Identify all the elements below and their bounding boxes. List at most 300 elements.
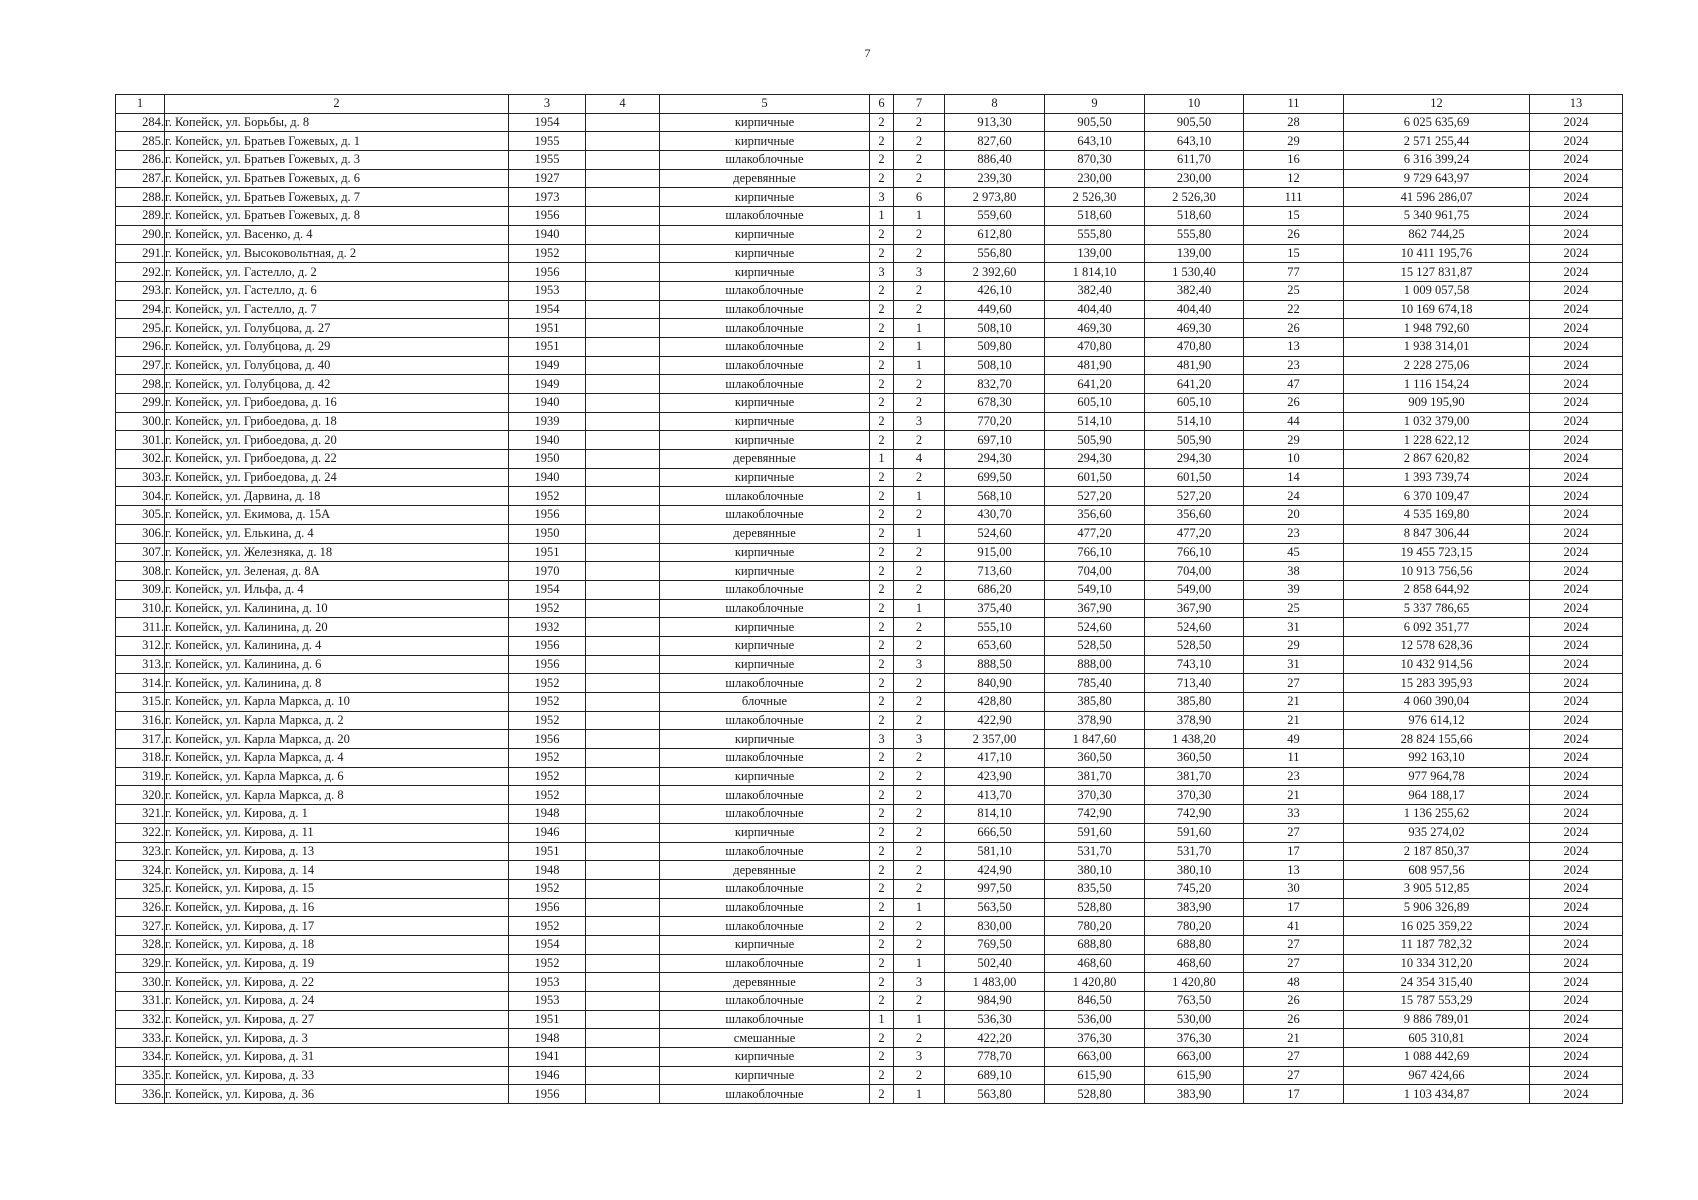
address: г. Копейск, ул. Грибоедова, д. 24 bbox=[165, 468, 509, 487]
living-area: 766,10 bbox=[1045, 543, 1145, 562]
residential-area: 531,70 bbox=[1145, 842, 1244, 861]
wall-material: шлакоблочные bbox=[660, 580, 870, 599]
year-built: 1952 bbox=[509, 674, 586, 693]
repair-cost: 1 938 314,01 bbox=[1344, 337, 1530, 356]
address: г. Копейск, ул. Карла Маркса, д. 4 bbox=[165, 749, 509, 768]
entrances-count: 2 bbox=[894, 113, 945, 132]
residents-count: 30 bbox=[1244, 879, 1344, 898]
address: г. Копейск, ул. Грибоедова, д. 20 bbox=[165, 431, 509, 450]
year-built: 1952 bbox=[509, 879, 586, 898]
row-number: 317. bbox=[116, 730, 165, 749]
floors-count: 2 bbox=[870, 356, 894, 375]
planned-year: 2024 bbox=[1530, 842, 1623, 861]
residential-area: 518,60 bbox=[1145, 207, 1244, 226]
residents-count: 23 bbox=[1244, 524, 1344, 543]
year-built: 1956 bbox=[509, 506, 586, 525]
table-row bbox=[116, 1066, 1623, 1085]
row-number: 301. bbox=[116, 431, 165, 450]
repair-cost: 862 744,25 bbox=[1344, 225, 1530, 244]
residential-area: 470,80 bbox=[1145, 337, 1244, 356]
column-4-value bbox=[586, 394, 660, 413]
year-built: 1940 bbox=[509, 225, 586, 244]
planned-year: 2024 bbox=[1530, 992, 1623, 1011]
living-area: 835,50 bbox=[1045, 879, 1145, 898]
table-row bbox=[116, 973, 1623, 992]
year-built: 1953 bbox=[509, 973, 586, 992]
floors-count: 2 bbox=[870, 767, 894, 786]
living-area: 404,40 bbox=[1045, 300, 1145, 319]
table-row bbox=[116, 655, 1623, 674]
table-row bbox=[116, 992, 1623, 1011]
residential-area: 555,80 bbox=[1145, 225, 1244, 244]
address: г. Копейск, ул. Кирова, д. 15 bbox=[165, 879, 509, 898]
residents-count: 26 bbox=[1244, 394, 1344, 413]
repair-cost: 24 354 315,40 bbox=[1344, 973, 1530, 992]
wall-material: кирпичные bbox=[660, 244, 870, 263]
total-area: 413,70 bbox=[945, 786, 1045, 805]
column-4-value bbox=[586, 169, 660, 188]
residential-area: 780,20 bbox=[1145, 917, 1244, 936]
repair-cost: 9 729 643,97 bbox=[1344, 169, 1530, 188]
row-number: 321. bbox=[116, 805, 165, 824]
table-row bbox=[116, 207, 1623, 226]
wall-material: кирпичные bbox=[660, 113, 870, 132]
table-row bbox=[116, 225, 1623, 244]
table-row bbox=[116, 487, 1623, 506]
column-header: 7 bbox=[894, 95, 945, 114]
planned-year: 2024 bbox=[1530, 786, 1623, 805]
column-4-value bbox=[586, 113, 660, 132]
total-area: 678,30 bbox=[945, 394, 1045, 413]
table-row bbox=[116, 935, 1623, 954]
year-built: 1956 bbox=[509, 898, 586, 917]
column-header: 13 bbox=[1530, 95, 1623, 114]
wall-material: кирпичные bbox=[660, 263, 870, 282]
address: г. Копейск, ул. Голубцова, д. 27 bbox=[165, 319, 509, 338]
residential-area: 742,90 bbox=[1145, 805, 1244, 824]
total-area: 239,30 bbox=[945, 169, 1045, 188]
entrances-count: 2 bbox=[894, 693, 945, 712]
address: г. Копейск, ул. Гастелло, д. 6 bbox=[165, 281, 509, 300]
total-area: 2 973,80 bbox=[945, 188, 1045, 207]
year-built: 1954 bbox=[509, 113, 586, 132]
repair-cost: 10 169 674,18 bbox=[1344, 300, 1530, 319]
wall-material: кирпичные bbox=[660, 935, 870, 954]
residential-area: 530,00 bbox=[1145, 1010, 1244, 1029]
column-4-value bbox=[586, 917, 660, 936]
living-area: 785,40 bbox=[1045, 674, 1145, 693]
residents-count: 26 bbox=[1244, 225, 1344, 244]
residential-area: 360,50 bbox=[1145, 749, 1244, 768]
address: г. Копейск, ул. Елькина, д. 4 bbox=[165, 524, 509, 543]
floors-count: 2 bbox=[870, 599, 894, 618]
residents-count: 26 bbox=[1244, 319, 1344, 338]
entrances-count: 2 bbox=[894, 151, 945, 170]
row-number: 318. bbox=[116, 749, 165, 768]
column-4-value bbox=[586, 954, 660, 973]
table-row bbox=[116, 169, 1623, 188]
floors-count: 2 bbox=[870, 244, 894, 263]
entrances-count: 2 bbox=[894, 879, 945, 898]
row-number: 298. bbox=[116, 375, 165, 394]
wall-material: шлакоблочные bbox=[660, 674, 870, 693]
living-area: 528,50 bbox=[1045, 636, 1145, 655]
column-4-value bbox=[586, 132, 660, 151]
repair-cost: 6 316 399,24 bbox=[1344, 151, 1530, 170]
repair-cost: 9 886 789,01 bbox=[1344, 1010, 1530, 1029]
row-number: 308. bbox=[116, 562, 165, 581]
table-row bbox=[116, 599, 1623, 618]
residents-count: 11 bbox=[1244, 749, 1344, 768]
row-number: 302. bbox=[116, 450, 165, 469]
total-area: 417,10 bbox=[945, 749, 1045, 768]
entrances-count: 2 bbox=[894, 431, 945, 450]
living-area: 888,00 bbox=[1045, 655, 1145, 674]
residential-area: 468,60 bbox=[1145, 954, 1244, 973]
column-4-value bbox=[586, 468, 660, 487]
table-row bbox=[116, 562, 1623, 581]
residents-count: 29 bbox=[1244, 132, 1344, 151]
address: г. Копейск, ул. Кирова, д. 17 bbox=[165, 917, 509, 936]
table-row bbox=[116, 786, 1623, 805]
residential-area: 404,40 bbox=[1145, 300, 1244, 319]
planned-year: 2024 bbox=[1530, 431, 1623, 450]
planned-year: 2024 bbox=[1530, 805, 1623, 824]
living-area: 643,10 bbox=[1045, 132, 1145, 151]
address: г. Копейск, ул. Карла Маркса, д. 20 bbox=[165, 730, 509, 749]
residents-count: 27 bbox=[1244, 1048, 1344, 1067]
residential-area: 663,00 bbox=[1145, 1048, 1244, 1067]
column-4-value bbox=[586, 225, 660, 244]
row-number: 303. bbox=[116, 468, 165, 487]
table-row bbox=[116, 674, 1623, 693]
total-area: 555,10 bbox=[945, 618, 1045, 637]
row-number: 297. bbox=[116, 356, 165, 375]
floors-count: 2 bbox=[870, 973, 894, 992]
row-number: 323. bbox=[116, 842, 165, 861]
column-header: 1 bbox=[116, 95, 165, 114]
entrances-count: 2 bbox=[894, 992, 945, 1011]
wall-material: кирпичные bbox=[660, 543, 870, 562]
registry-table bbox=[115, 94, 1623, 1104]
wall-material: кирпичные bbox=[660, 1066, 870, 1085]
wall-material: кирпичные bbox=[660, 132, 870, 151]
address: г. Копейск, ул. Васенко, д. 4 bbox=[165, 225, 509, 244]
floors-count: 2 bbox=[870, 674, 894, 693]
repair-cost: 10 411 195,76 bbox=[1344, 244, 1530, 263]
total-area: 563,80 bbox=[945, 1085, 1045, 1104]
row-number: 310. bbox=[116, 599, 165, 618]
living-area: 514,10 bbox=[1045, 412, 1145, 431]
wall-material: деревянные bbox=[660, 169, 870, 188]
residents-count: 16 bbox=[1244, 151, 1344, 170]
living-area: 477,20 bbox=[1045, 524, 1145, 543]
wall-material: кирпичные bbox=[660, 618, 870, 637]
year-built: 1950 bbox=[509, 450, 586, 469]
entrances-count: 2 bbox=[894, 225, 945, 244]
living-area: 536,00 bbox=[1045, 1010, 1145, 1029]
planned-year: 2024 bbox=[1530, 1010, 1623, 1029]
living-area: 380,10 bbox=[1045, 861, 1145, 880]
repair-cost: 15 283 395,93 bbox=[1344, 674, 1530, 693]
row-number: 327. bbox=[116, 917, 165, 936]
residential-area: 524,60 bbox=[1145, 618, 1244, 637]
living-area: 382,40 bbox=[1045, 281, 1145, 300]
entrances-count: 2 bbox=[894, 169, 945, 188]
entrances-count: 1 bbox=[894, 487, 945, 506]
total-area: 830,00 bbox=[945, 917, 1045, 936]
residential-area: 381,70 bbox=[1145, 767, 1244, 786]
planned-year: 2024 bbox=[1530, 580, 1623, 599]
floors-count: 2 bbox=[870, 337, 894, 356]
floors-count: 2 bbox=[870, 917, 894, 936]
entrances-count: 1 bbox=[894, 898, 945, 917]
floors-count: 2 bbox=[870, 151, 894, 170]
total-area: 2 392,60 bbox=[945, 263, 1045, 282]
total-area: 915,00 bbox=[945, 543, 1045, 562]
entrances-count: 2 bbox=[894, 618, 945, 637]
address: г. Копейск, ул. Голубцова, д. 42 bbox=[165, 375, 509, 394]
row-number: 292. bbox=[116, 263, 165, 282]
residents-count: 48 bbox=[1244, 973, 1344, 992]
residential-area: 514,10 bbox=[1145, 412, 1244, 431]
total-area: 770,20 bbox=[945, 412, 1045, 431]
residential-area: 549,00 bbox=[1145, 580, 1244, 599]
column-header: 4 bbox=[586, 95, 660, 114]
column-4-value bbox=[586, 337, 660, 356]
entrances-count: 1 bbox=[894, 524, 945, 543]
living-area: 470,80 bbox=[1045, 337, 1145, 356]
table-row bbox=[116, 263, 1623, 282]
row-number: 290. bbox=[116, 225, 165, 244]
wall-material: шлакоблочные bbox=[660, 842, 870, 861]
total-area: 508,10 bbox=[945, 356, 1045, 375]
planned-year: 2024 bbox=[1530, 412, 1623, 431]
column-4-value bbox=[586, 655, 660, 674]
living-area: 230,00 bbox=[1045, 169, 1145, 188]
row-number: 295. bbox=[116, 319, 165, 338]
year-built: 1956 bbox=[509, 730, 586, 749]
address: г. Копейск, ул. Калинина, д. 8 bbox=[165, 674, 509, 693]
floors-count: 2 bbox=[870, 468, 894, 487]
total-area: 888,50 bbox=[945, 655, 1045, 674]
wall-material: кирпичные bbox=[660, 225, 870, 244]
total-area: 581,10 bbox=[945, 842, 1045, 861]
residents-count: 47 bbox=[1244, 375, 1344, 394]
wall-material: кирпичные bbox=[660, 767, 870, 786]
floors-count: 2 bbox=[870, 375, 894, 394]
planned-year: 2024 bbox=[1530, 655, 1623, 674]
column-header: 6 bbox=[870, 95, 894, 114]
residents-count: 17 bbox=[1244, 898, 1344, 917]
planned-year: 2024 bbox=[1530, 337, 1623, 356]
year-built: 1952 bbox=[509, 767, 586, 786]
repair-cost: 28 824 155,66 bbox=[1344, 730, 1530, 749]
residential-area: 704,00 bbox=[1145, 562, 1244, 581]
residents-count: 41 bbox=[1244, 917, 1344, 936]
repair-cost: 5 337 786,65 bbox=[1344, 599, 1530, 618]
table-row bbox=[116, 861, 1623, 880]
year-built: 1952 bbox=[509, 244, 586, 263]
table-row bbox=[116, 132, 1623, 151]
planned-year: 2024 bbox=[1530, 674, 1623, 693]
address: г. Копейск, ул. Карла Маркса, д. 8 bbox=[165, 786, 509, 805]
year-built: 1951 bbox=[509, 1010, 586, 1029]
column-4-value bbox=[586, 319, 660, 338]
total-area: 699,50 bbox=[945, 468, 1045, 487]
column-4-value bbox=[586, 1048, 660, 1067]
table-row bbox=[116, 244, 1623, 263]
planned-year: 2024 bbox=[1530, 879, 1623, 898]
entrances-count: 2 bbox=[894, 300, 945, 319]
column-4-value bbox=[586, 1066, 660, 1085]
total-area: 840,90 bbox=[945, 674, 1045, 693]
column-4-value bbox=[586, 618, 660, 637]
residents-count: 25 bbox=[1244, 599, 1344, 618]
total-area: 563,50 bbox=[945, 898, 1045, 917]
year-built: 1940 bbox=[509, 394, 586, 413]
table-row bbox=[116, 842, 1623, 861]
residential-area: 356,60 bbox=[1145, 506, 1244, 525]
entrances-count: 1 bbox=[894, 356, 945, 375]
total-area: 422,20 bbox=[945, 1029, 1045, 1048]
table-row bbox=[116, 431, 1623, 450]
entrances-count: 2 bbox=[894, 861, 945, 880]
floors-count: 2 bbox=[870, 786, 894, 805]
floors-count: 2 bbox=[870, 935, 894, 954]
column-4-value bbox=[586, 431, 660, 450]
residents-count: 45 bbox=[1244, 543, 1344, 562]
row-number: 289. bbox=[116, 207, 165, 226]
residential-area: 611,70 bbox=[1145, 151, 1244, 170]
planned-year: 2024 bbox=[1530, 599, 1623, 618]
row-number: 311. bbox=[116, 618, 165, 637]
planned-year: 2024 bbox=[1530, 506, 1623, 525]
address: г. Копейск, ул. Братьев Гожевых, д. 8 bbox=[165, 207, 509, 226]
residential-area: 528,50 bbox=[1145, 636, 1244, 655]
row-number: 320. bbox=[116, 786, 165, 805]
year-built: 1939 bbox=[509, 412, 586, 431]
floors-count: 2 bbox=[870, 431, 894, 450]
row-number: 285. bbox=[116, 132, 165, 151]
repair-cost: 2 858 644,92 bbox=[1344, 580, 1530, 599]
residents-count: 25 bbox=[1244, 281, 1344, 300]
total-area: 984,90 bbox=[945, 992, 1045, 1011]
address: г. Копейск, ул. Кирова, д. 36 bbox=[165, 1085, 509, 1104]
total-area: 686,20 bbox=[945, 580, 1045, 599]
residential-area: 641,20 bbox=[1145, 375, 1244, 394]
repair-cost: 976 614,12 bbox=[1344, 711, 1530, 730]
repair-cost: 16 025 359,22 bbox=[1344, 917, 1530, 936]
year-built: 1952 bbox=[509, 487, 586, 506]
wall-material: кирпичные bbox=[660, 730, 870, 749]
residents-count: 44 bbox=[1244, 412, 1344, 431]
floors-count: 2 bbox=[870, 1066, 894, 1085]
residential-area: 688,80 bbox=[1145, 935, 1244, 954]
year-built: 1955 bbox=[509, 151, 586, 170]
table-row bbox=[116, 394, 1623, 413]
residential-area: 905,50 bbox=[1145, 113, 1244, 132]
wall-material: шлакоблочные bbox=[660, 954, 870, 973]
address: г. Копейск, ул. Калинина, д. 6 bbox=[165, 655, 509, 674]
address: г. Копейск, ул. Зеленая, д. 8А bbox=[165, 562, 509, 581]
floors-count: 2 bbox=[870, 394, 894, 413]
repair-cost: 1 116 154,24 bbox=[1344, 375, 1530, 394]
column-4-value bbox=[586, 693, 660, 712]
row-number: 324. bbox=[116, 861, 165, 880]
planned-year: 2024 bbox=[1530, 749, 1623, 768]
residential-area: 380,10 bbox=[1145, 861, 1244, 880]
floors-count: 3 bbox=[870, 188, 894, 207]
residential-area: 505,90 bbox=[1145, 431, 1244, 450]
row-number: 305. bbox=[116, 506, 165, 525]
entrances-count: 2 bbox=[894, 394, 945, 413]
column-4-value bbox=[586, 599, 660, 618]
residents-count: 17 bbox=[1244, 1085, 1344, 1104]
total-area: 653,60 bbox=[945, 636, 1045, 655]
residents-count: 21 bbox=[1244, 786, 1344, 805]
planned-year: 2024 bbox=[1530, 562, 1623, 581]
residents-count: 23 bbox=[1244, 767, 1344, 786]
wall-material: шлакоблочные bbox=[660, 599, 870, 618]
planned-year: 2024 bbox=[1530, 823, 1623, 842]
total-area: 536,30 bbox=[945, 1010, 1045, 1029]
repair-cost: 8 847 306,44 bbox=[1344, 524, 1530, 543]
entrances-count: 3 bbox=[894, 730, 945, 749]
wall-material: кирпичные bbox=[660, 1048, 870, 1067]
living-area: 905,50 bbox=[1045, 113, 1145, 132]
residents-count: 17 bbox=[1244, 842, 1344, 861]
entrances-count: 1 bbox=[894, 599, 945, 618]
total-area: 294,30 bbox=[945, 450, 1045, 469]
planned-year: 2024 bbox=[1530, 281, 1623, 300]
wall-material: кирпичные bbox=[660, 636, 870, 655]
address: г. Копейск, ул. Кирова, д. 1 bbox=[165, 805, 509, 824]
planned-year: 2024 bbox=[1530, 151, 1623, 170]
row-number: 319. bbox=[116, 767, 165, 786]
planned-year: 2024 bbox=[1530, 898, 1623, 917]
entrances-count: 2 bbox=[894, 749, 945, 768]
entrances-count: 2 bbox=[894, 636, 945, 655]
entrances-count: 2 bbox=[894, 674, 945, 693]
residents-count: 27 bbox=[1244, 954, 1344, 973]
planned-year: 2024 bbox=[1530, 207, 1623, 226]
table-row bbox=[116, 543, 1623, 562]
living-area: 531,70 bbox=[1045, 842, 1145, 861]
residential-area: 527,20 bbox=[1145, 487, 1244, 506]
wall-material: кирпичные bbox=[660, 412, 870, 431]
repair-cost: 15 127 831,87 bbox=[1344, 263, 1530, 282]
living-area: 1 814,10 bbox=[1045, 263, 1145, 282]
residential-area: 139,00 bbox=[1145, 244, 1244, 263]
address: г. Копейск, ул. Екимова, д. 15А bbox=[165, 506, 509, 525]
table-row bbox=[116, 618, 1623, 637]
wall-material: шлакоблочные bbox=[660, 337, 870, 356]
living-area: 294,30 bbox=[1045, 450, 1145, 469]
year-built: 1956 bbox=[509, 655, 586, 674]
floors-count: 2 bbox=[870, 842, 894, 861]
column-4-value bbox=[586, 861, 660, 880]
column-4-value bbox=[586, 263, 660, 282]
address: г. Копейск, ул. Дарвина, д. 18 bbox=[165, 487, 509, 506]
column-4-value bbox=[586, 730, 660, 749]
planned-year: 2024 bbox=[1530, 618, 1623, 637]
wall-material: кирпичные bbox=[660, 188, 870, 207]
living-area: 2 526,30 bbox=[1045, 188, 1145, 207]
address: г. Копейск, ул. Калинина, д. 4 bbox=[165, 636, 509, 655]
column-header: 5 bbox=[660, 95, 870, 114]
floors-count: 2 bbox=[870, 954, 894, 973]
